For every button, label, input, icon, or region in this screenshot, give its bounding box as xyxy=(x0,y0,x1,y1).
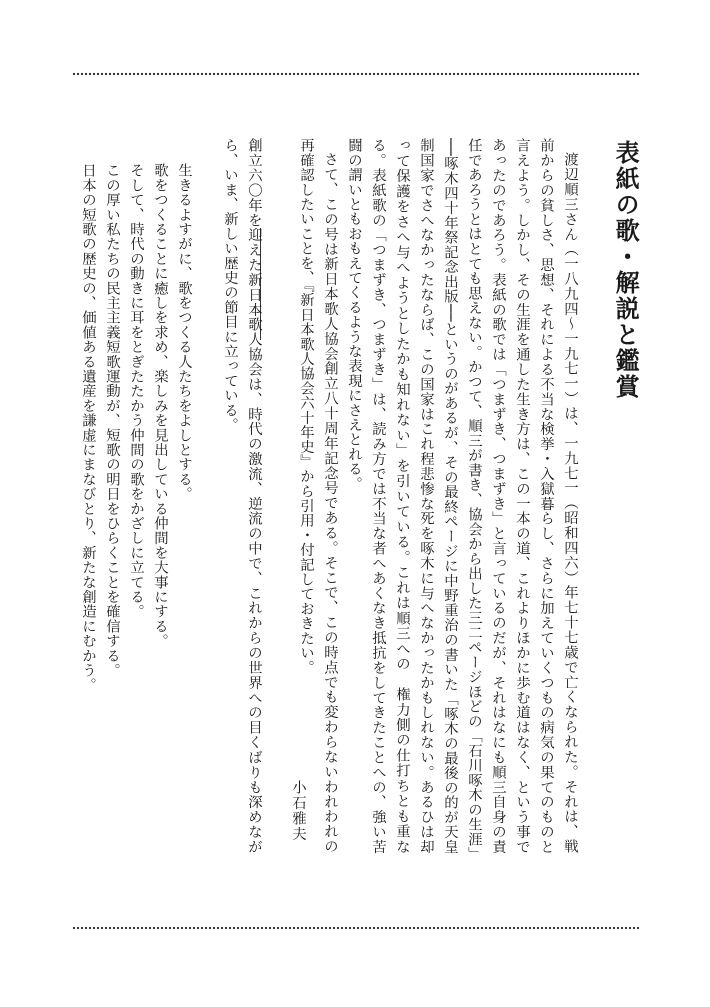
author-signature: 小石雅夫 xyxy=(290,780,306,842)
quoted-principles xyxy=(76,163,196,763)
page-title: 表紙の歌・解説と鑑賞 xyxy=(611,140,640,400)
principle-line: この厚い私たちの民主主義短歌運動が、短歌の明日をひらくことを確信する。 xyxy=(104,163,120,678)
quote-intro: 創立六〇年を迎えた新日本歌人協会は、時代の激流、逆流の中で、これからの世界への目くばりも深めながら、いま、新しい歴史の節目に立っている。 xyxy=(222,138,262,854)
principle-line: 歌をつくることに癒しを求め、楽しみを見出している仲間を大事にする。 xyxy=(152,163,168,649)
principle-line: そして、時代の動きに耳をとぎたたかう仲間の歌をかざしに立てる。 xyxy=(128,163,144,619)
essay-paragraph: さて、この号は新日本歌人協会創立八十周年記念号である。そこで、この時点でも変わらないわれわれの再確認したいことを、『新日本歌人協会六十年史』から引用・付記しておきたい。 xyxy=(298,138,338,854)
principle-line: 日本の短歌の歴史の、価値ある遺産を謙虚にまなびとり、新たな創造にむかう。 xyxy=(80,163,96,693)
top-dotted-rule xyxy=(72,72,639,76)
principle-line: 生きるよすがに、歌をつくる人たちをよしとする。 xyxy=(176,163,192,502)
essay-paragraph: 渡辺順三さん（一八九四〜一九七一）は、一九七一（昭和四六）年七十七歳で亡くなられた。それは、戦前からの貧しさ、思想、それによる不当な検挙・入獄暮らし、さらに加えていくつもの病気の果てのものと言えよう。しかし、その生涯を通した生き方は、この一本の道、これよりほかに歩む道はなく、という事であったのであろう。表紙の歌では「つまずき、つまずき」と言っているのだが、それはなにも順三自身の責任であろうとはとても思えない。かつて、順三が書き、協会から出した三二ページほどの「石川啄木の生涯」──啄木四十年祭記念出版──というのがあるが、その最終ページに中野重治の書いた「啄木の最後の的が天皇制国家でさへなかったならば、この国家はこれ程悲惨な死を啄木に与へなかったかもしれない。あるひは却って保護をさへ与へようとしたかも知れない」を引いている。これは順三への 権力側の仕打ちとも重なる。表紙歌の「つまずき、つまずき」は、読み方では不当な者へあくなき抵抗をしてきたことへの、強い苦闘の謂いともおもえてくるような表現にさえとれる。 xyxy=(346,138,578,854)
bottom-dotted-rule xyxy=(72,926,639,930)
